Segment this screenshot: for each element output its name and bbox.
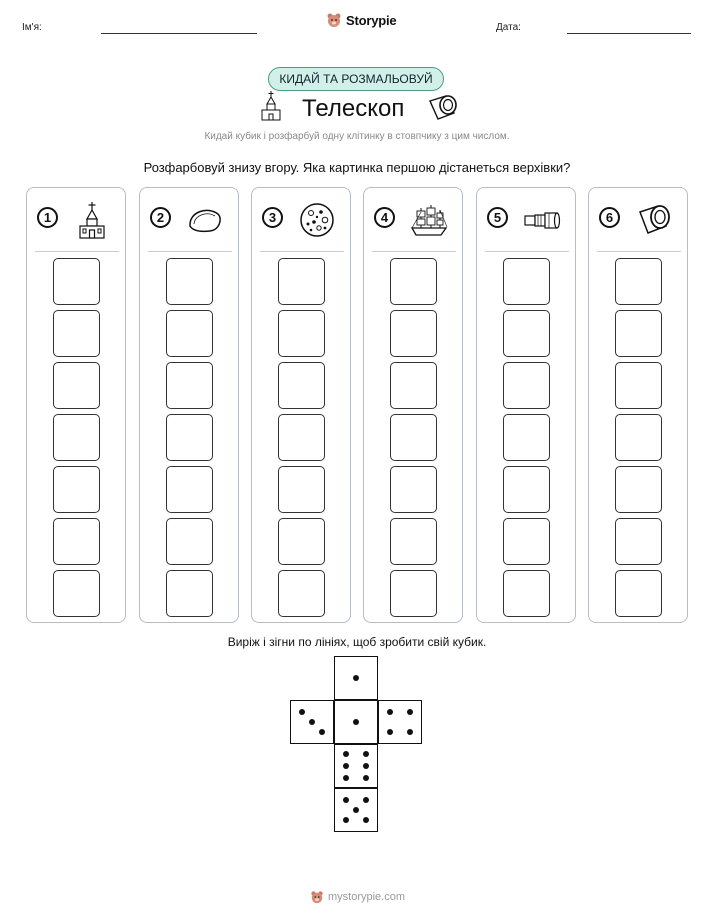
color-cell[interactable] — [615, 518, 662, 565]
color-cell[interactable] — [166, 518, 213, 565]
name-label: Ім'я: — [22, 22, 42, 33]
column-number: 4 — [374, 207, 395, 228]
color-cell[interactable] — [278, 518, 325, 565]
die-pip — [363, 763, 369, 769]
color-cell[interactable] — [278, 466, 325, 513]
activity-badge: КИДАЙ ТА РОЗМАЛЬОВУЙ — [268, 67, 444, 91]
telescope-tube-icon — [426, 93, 460, 121]
die-pip — [343, 763, 349, 769]
color-cell[interactable] — [503, 570, 550, 617]
color-cell[interactable] — [615, 258, 662, 305]
die-pip — [387, 709, 393, 715]
die-pip — [343, 775, 349, 781]
color-cell[interactable] — [53, 258, 100, 305]
column-divider — [597, 251, 681, 252]
color-cell[interactable] — [166, 570, 213, 617]
column-2 — [139, 187, 239, 623]
die-face — [334, 656, 378, 700]
lens-icon — [185, 200, 225, 240]
color-cell[interactable] — [615, 466, 662, 513]
color-cell[interactable] — [390, 518, 437, 565]
page-title: Телескоп — [302, 95, 405, 122]
color-cell[interactable] — [503, 414, 550, 461]
color-cell[interactable] — [166, 310, 213, 357]
color-cell[interactable] — [615, 414, 662, 461]
brand-logo — [326, 12, 396, 28]
color-cell[interactable] — [53, 310, 100, 357]
column-6 — [588, 187, 688, 623]
color-cell[interactable] — [53, 570, 100, 617]
column-3 — [251, 187, 351, 623]
spyglass-icon — [522, 200, 562, 240]
color-cell[interactable] — [278, 570, 325, 617]
color-cell[interactable] — [390, 258, 437, 305]
telescope-tube-icon — [634, 200, 674, 240]
die-pip — [353, 807, 359, 813]
color-cell[interactable] — [278, 414, 325, 461]
color-cell[interactable] — [615, 570, 662, 617]
die-face — [290, 700, 334, 744]
column-divider — [485, 251, 569, 252]
instruction: Розфарбовуй знизу вгору. Яка картинка першою дістанеться верхівки? — [143, 160, 571, 175]
church-icon — [72, 200, 112, 240]
column-divider — [35, 251, 119, 252]
die-pip — [309, 719, 315, 725]
color-cell[interactable] — [53, 362, 100, 409]
die-pip — [363, 751, 369, 757]
color-cell[interactable] — [53, 466, 100, 513]
die-pip — [343, 797, 349, 803]
color-cell[interactable] — [503, 310, 550, 357]
color-cell[interactable] — [166, 258, 213, 305]
column-divider — [148, 251, 232, 252]
brand-name: Storypie — [346, 12, 397, 28]
color-cell[interactable] — [390, 310, 437, 357]
color-cell[interactable] — [503, 362, 550, 409]
footer — [310, 890, 405, 904]
color-cell[interactable] — [615, 310, 662, 357]
church-icon — [260, 91, 282, 121]
color-cell[interactable] — [166, 362, 213, 409]
color-cell[interactable] — [503, 466, 550, 513]
column-number: 1 — [37, 207, 58, 228]
die-face — [334, 700, 378, 744]
column-1 — [26, 187, 126, 623]
color-cell[interactable] — [278, 310, 325, 357]
column-number: 3 — [262, 207, 283, 228]
column-divider — [372, 251, 456, 252]
color-cell[interactable] — [503, 518, 550, 565]
color-cell[interactable] — [390, 466, 437, 513]
die-face — [378, 700, 422, 744]
die-pip — [387, 729, 393, 735]
column-divider — [260, 251, 344, 252]
column-number: 2 — [150, 207, 171, 228]
column-4 — [363, 187, 463, 623]
die-pip — [353, 675, 359, 681]
color-cell[interactable] — [278, 258, 325, 305]
die-pip — [319, 729, 325, 735]
name-line[interactable] — [101, 33, 257, 34]
color-cell[interactable] — [278, 362, 325, 409]
color-cell[interactable] — [53, 518, 100, 565]
color-cell[interactable] — [166, 466, 213, 513]
die-pip — [353, 719, 359, 725]
die-pip — [407, 729, 413, 735]
color-cell[interactable] — [615, 362, 662, 409]
die-pip — [363, 775, 369, 781]
die-pip — [343, 751, 349, 757]
die-face — [334, 744, 378, 788]
moon-icon — [297, 200, 337, 240]
die-pip — [363, 817, 369, 823]
ship-icon — [409, 200, 449, 240]
die-face — [334, 788, 378, 832]
color-cell[interactable] — [166, 414, 213, 461]
date-label: Дата: — [496, 22, 521, 33]
color-cell[interactable] — [390, 362, 437, 409]
color-cell[interactable] — [390, 570, 437, 617]
bear-icon — [326, 12, 342, 28]
cut-instruction: Виріж і зігни по лініях, щоб зробити свій кубик. — [227, 635, 487, 649]
column-5 — [476, 187, 576, 623]
die-pip — [407, 709, 413, 715]
die-pip — [363, 797, 369, 803]
color-cell[interactable] — [390, 414, 437, 461]
die-pip — [299, 709, 305, 715]
subtitle: Кидай кубик і розфарбуй одну клітинку в стовпчику з цим числом. — [204, 131, 510, 142]
column-number: 5 — [487, 207, 508, 228]
die-pip — [343, 817, 349, 823]
bear-icon — [310, 890, 324, 904]
footer-site: mystorypie.com — [328, 891, 406, 903]
column-number: 6 — [599, 207, 620, 228]
color-cell[interactable] — [53, 414, 100, 461]
color-cell[interactable] — [503, 258, 550, 305]
date-line[interactable] — [567, 33, 691, 34]
